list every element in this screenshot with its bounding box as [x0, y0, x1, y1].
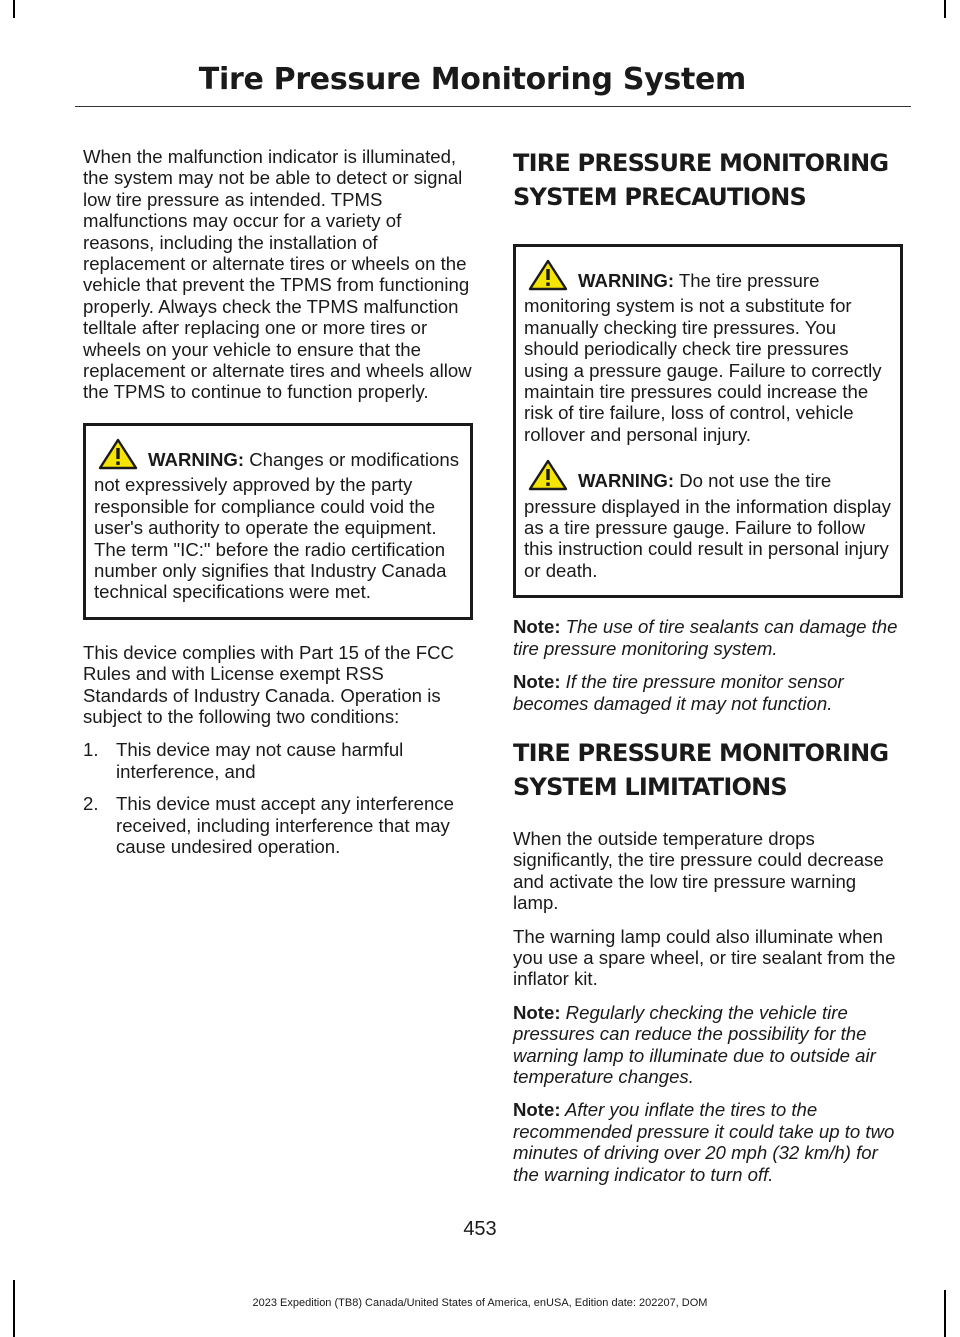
- warning-text: Changes or modifications not expressively approved by the party responsible for compliance could void the user's authority to operate the equipment. The term "IC:" before the radio certification number only signifies that Industry Canada technical specifications were met.: [94, 448, 460, 603]
- page-title: Tire Pressure Monitoring System: [198, 62, 746, 97]
- page-number: 453: [463, 1218, 497, 1240]
- crop-mark-top-left: [13, 0, 15, 18]
- conditions-list: [83, 739, 473, 857]
- list-item: 2. This device must accept any interference received, including interference that may cause undesired operation.: [83, 793, 454, 857]
- intro-paragraph: When the malfunction indicator is illuminated, the system may not be able to detect or signal low tire pressure as intended. TPMS malfunctions may occur for a variety of reasons, including the installation of replacement or alternate tires or wheels on the vehicle that prevent the TPMS from functioning properly. Always check the TPMS malfunction telltale after replacing one or more tires or wheels on your vehicle to ensure that the replacement or alternate tires and wheels allow the TPMS to continue to function properly.: [83, 146, 472, 403]
- warning-paragraph: [94, 438, 462, 603]
- compliance-paragraph: This device complies with Part 15 of the FCC Rules and with License exempt RSS Standards of Industry Canada. Operation is subject to the following two conditions:: [83, 641, 454, 727]
- note-paragraph: Note: The use of tire sealants can damage the tire pressure monitoring system.: [513, 616, 898, 659]
- warning-label: WARNING:: [578, 270, 675, 291]
- warning-box-precautions: [513, 244, 903, 598]
- warning-text: The tire pressure monitoring system is not a substitute for manually checking tire pressures. You should periodically check tire pressures using a pressure gauge. Failure to correctly maintain tire pressures could increase the risk of tire failure, loss of control, vehicle rollover and personal injury.: [524, 270, 882, 445]
- limitations-paragraph: The warning lamp could also illuminate when you use a spare wheel, or tire sealant from the inflator kit.: [513, 925, 896, 990]
- warning-triangle-icon: [528, 259, 568, 295]
- right-column: [513, 146, 903, 1197]
- note-paragraph: Note: If the tire pressure monitor sensor becomes damaged it may not function.: [513, 671, 844, 714]
- warning-text: Do not use the tire pressure displayed in the information display as a tire pressure gauge. Failure to follow this instruction could result in personal injury or death.: [524, 470, 891, 581]
- warning-label: WARNING:: [578, 470, 675, 492]
- warning-label: WARNING:: [148, 448, 245, 470]
- crop-mark-top-right: [944, 0, 946, 18]
- header-rule: [75, 106, 911, 107]
- warning-box-ic: [83, 423, 473, 620]
- left-column: [83, 146, 473, 869]
- limitations-heading: TIRE PRESSURE MONITORING SYSTEM LIMITATIONS: [513, 738, 889, 801]
- edition-footer: 2023 Expedition (TB8) Canada/United States of America, enUSA, Edition date: 202207, DOM: [252, 1297, 708, 1309]
- warning-paragraph: [524, 259, 892, 445]
- warning-triangle-icon: [98, 438, 138, 474]
- note-paragraph: Note: Regularly checking the vehicle tire pressures can reduce the possibility for the warning lamp to illuminate due to outside air temperature changes.: [513, 1001, 876, 1087]
- note-paragraph: Note: After you inflate the tires to the recommended pressure it could take up to two minutes of driving over 20 mph (32 km/h) for the warning indicator to turn off.: [513, 1099, 895, 1185]
- warning-paragraph: [524, 459, 892, 581]
- limitations-paragraph: When the outside temperature drops significantly, the tire pressure could decrease and activate the low tire pressure warning lamp.: [513, 827, 884, 914]
- warning-triangle-icon: [528, 459, 568, 495]
- precautions-heading: TIRE PRESSURE MONITORING SYSTEM PRECAUTIONS: [513, 149, 889, 211]
- list-item: 1. This device may not cause harmful interference, and: [83, 739, 404, 782]
